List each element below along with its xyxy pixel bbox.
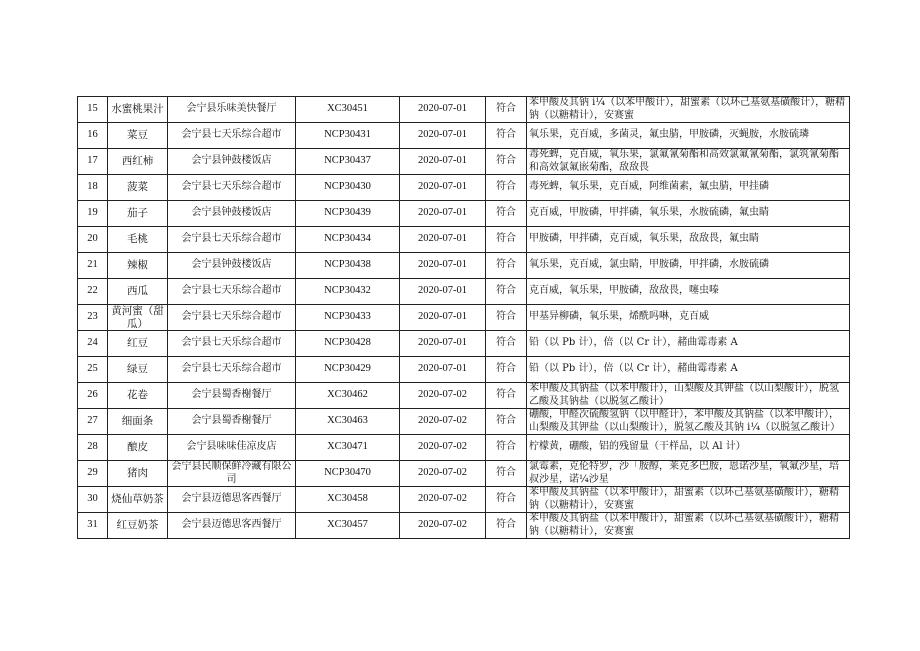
- test-items-cell: 甲基异柳磷，氧乐果，烯酰吗啉，克百威: [527, 305, 850, 331]
- table-row: [78, 383, 850, 409]
- table-row: [78, 357, 850, 383]
- sampling-date-cell: 2020-07-01: [400, 305, 486, 331]
- sampled-unit-cell: 会宁县乐味美快餐厅: [168, 97, 296, 123]
- row-number-cell: 18: [78, 175, 108, 201]
- sampling-date-cell: 2020-07-01: [400, 97, 486, 123]
- sampling-date-cell: 2020-07-02: [400, 435, 486, 461]
- result-cell: 符合: [486, 305, 527, 331]
- sampling-date-cell: 2020-07-01: [400, 357, 486, 383]
- food-name-cell: 猪肉: [108, 461, 168, 487]
- row-number-cell: 21: [78, 253, 108, 279]
- result-cell: 符合: [486, 487, 527, 513]
- result-cell: 符合: [486, 513, 527, 539]
- table-row: [78, 461, 850, 487]
- result-cell: 符合: [486, 227, 527, 253]
- table-row: [78, 409, 850, 435]
- sampled-unit-cell: 会宁县七天乐综合超市: [168, 175, 296, 201]
- sampling-date-cell: 2020-07-01: [400, 201, 486, 227]
- sampled-unit-cell: 会宁县迈德思客西餐厅: [168, 487, 296, 513]
- food-name-cell: 辣椒: [108, 253, 168, 279]
- sample-code-cell: NCP30431: [296, 123, 400, 149]
- sampled-unit-cell: 会宁县民顺保鲜冷藏有限公司: [168, 461, 296, 487]
- food-name-cell: 茄子: [108, 201, 168, 227]
- test-items-cell: 毒死蜱，氧乐果，克百威，阿维菌素，氟虫腈，甲挂磷: [527, 175, 850, 201]
- row-number-cell: 16: [78, 123, 108, 149]
- test-items-cell: 苯甲酸及其钠盐（以苯甲酸计），甜蜜素（以环己基氨基磺酸计），糖精钠（以糖精计），安赛蜜: [527, 487, 850, 513]
- food-name-cell: 毛桃: [108, 227, 168, 253]
- test-items-cell: 甲胺磷，甲拌磷，克百威，氧乐果，敌敌畏，氟虫睛: [527, 227, 850, 253]
- sampling-date-cell: 2020-07-01: [400, 123, 486, 149]
- sample-code-cell: XC30458: [296, 487, 400, 513]
- sampled-unit-cell: 会宁县钟鼓楼饭店: [168, 253, 296, 279]
- table-row: [78, 279, 850, 305]
- row-number-cell: 19: [78, 201, 108, 227]
- sampled-unit-cell: 会宁县蜀香榭餐厅: [168, 409, 296, 435]
- sample-code-cell: XC30457: [296, 513, 400, 539]
- test-items-cell: 克百威，氧乐果，甲胺磷，敌敌畏，噻虫嗪: [527, 279, 850, 305]
- row-number-cell: 30: [78, 487, 108, 513]
- sampling-date-cell: 2020-07-01: [400, 149, 486, 175]
- test-items-cell: 柠檬黄，硼酸，铝的残留量（干样品，以 Al 计）: [527, 435, 850, 461]
- sample-code-cell: NCP30428: [296, 331, 400, 357]
- table-row: [78, 123, 850, 149]
- table-row: [78, 253, 850, 279]
- result-cell: 符合: [486, 357, 527, 383]
- sampling-date-cell: 2020-07-02: [400, 487, 486, 513]
- test-items-cell: 毒死蜱，克百威，氧乐果，氯氟氰菊酯和高效氯氟氰菊酯，氯筑氰菊酯和高效氯氟嵌菊酯，敌敌畏: [527, 149, 850, 175]
- row-number-cell: 23: [78, 305, 108, 331]
- sample-code-cell: NCP30433: [296, 305, 400, 331]
- row-number-cell: 27: [78, 409, 108, 435]
- sample-code-cell: NCP30434: [296, 227, 400, 253]
- table-row: [78, 331, 850, 357]
- table-row: [78, 201, 850, 227]
- food-name-cell: 红豆奶茶: [108, 513, 168, 539]
- result-cell: 符合: [486, 409, 527, 435]
- row-number-cell: 17: [78, 149, 108, 175]
- test-items-cell: 铅（以 Pb 计），倍（以 Cr 计），赭曲霉毒素 A: [527, 357, 850, 383]
- row-number-cell: 15: [78, 97, 108, 123]
- sampling-date-cell: 2020-07-01: [400, 253, 486, 279]
- table-row: [78, 227, 850, 253]
- sample-code-cell: NCP30430: [296, 175, 400, 201]
- table-row: [78, 487, 850, 513]
- result-cell: 符合: [486, 279, 527, 305]
- row-number-cell: 29: [78, 461, 108, 487]
- row-number-cell: 26: [78, 383, 108, 409]
- result-cell: 符合: [486, 383, 527, 409]
- food-name-cell: 黄河蜜（甜瓜）: [108, 305, 168, 331]
- food-name-cell: 烧仙草奶茶: [108, 487, 168, 513]
- sampled-unit-cell: 会宁县味味佳凉皮店: [168, 435, 296, 461]
- sampled-unit-cell: 会宁县七天乐综合超市: [168, 279, 296, 305]
- test-items-cell: 苯甲酸及其钠 i¼（以苯甲酸计），甜蜜素（以环己基氨基磺酸计），糖精钠（以糖精计），安赛蜜: [527, 97, 850, 123]
- sampling-date-cell: 2020-07-01: [400, 331, 486, 357]
- test-items-cell: 氯霉素，克伦特罗，沙「胺醇，莱克多巴胺，恩诺沙星，氧氟沙星，培叔沙星，诺¼沙星: [527, 461, 850, 487]
- sampled-unit-cell: 会宁县七天乐综合超市: [168, 305, 296, 331]
- food-name-cell: 水蜜桃果汁: [108, 97, 168, 123]
- row-number-cell: 28: [78, 435, 108, 461]
- row-number-cell: 20: [78, 227, 108, 253]
- row-number-cell: 25: [78, 357, 108, 383]
- row-number-cell: 22: [78, 279, 108, 305]
- table-row: [78, 513, 850, 539]
- result-cell: 符合: [486, 331, 527, 357]
- result-cell: 符合: [486, 97, 527, 123]
- sampling-date-cell: 2020-07-02: [400, 513, 486, 539]
- table-row: [78, 435, 850, 461]
- food-name-cell: 绿豆: [108, 357, 168, 383]
- sample-code-cell: NCP30429: [296, 357, 400, 383]
- sampling-date-cell: 2020-07-02: [400, 461, 486, 487]
- sample-code-cell: NCP30470: [296, 461, 400, 487]
- row-number-cell: 31: [78, 513, 108, 539]
- sample-code-cell: XC30471: [296, 435, 400, 461]
- inspection-results-table: [77, 96, 850, 539]
- sample-code-cell: XC30462: [296, 383, 400, 409]
- table-row: [78, 305, 850, 331]
- sample-code-cell: NCP30432: [296, 279, 400, 305]
- food-name-cell: 西瓜: [108, 279, 168, 305]
- sampled-unit-cell: 会宁县钟鼓楼饭店: [168, 149, 296, 175]
- food-name-cell: 花卷: [108, 383, 168, 409]
- test-items-cell: 硼酸，甲醛次硫酸氢钠（以甲醛计），苯甲酸及其钠盐（以苯甲酸计），山梨酸及其钾盐（以山梨酸计），脱氢乙酸及其钠 i¼（以脱氢乙酸计）: [527, 409, 850, 435]
- sampling-date-cell: 2020-07-01: [400, 227, 486, 253]
- sampled-unit-cell: 会宁县七天乐综合超市: [168, 357, 296, 383]
- table-row: [78, 175, 850, 201]
- sample-code-cell: NCP30439: [296, 201, 400, 227]
- result-cell: 符合: [486, 435, 527, 461]
- test-items-cell: 铅（以 Pb 计），倍（以 Cr 计），赭曲霉毒素 A: [527, 331, 850, 357]
- sampled-unit-cell: 会宁县七天乐综合超市: [168, 227, 296, 253]
- sample-code-cell: NCP30438: [296, 253, 400, 279]
- result-cell: 符合: [486, 461, 527, 487]
- table-row: [78, 149, 850, 175]
- sample-code-cell: XC30463: [296, 409, 400, 435]
- table-body: [78, 97, 850, 539]
- sampled-unit-cell: 会宁县迈德思客西餐厅: [168, 513, 296, 539]
- food-name-cell: 菠菜: [108, 175, 168, 201]
- sampled-unit-cell: 会宁县蜀香榭餐厅: [168, 383, 296, 409]
- test-items-cell: 苯甲酸及其钠盐（以苯甲酸计），甜蜜素（以环己基氨基磺酸计），糖精钠（以糖精计），安赛蜜: [527, 513, 850, 539]
- food-name-cell: 酿皮: [108, 435, 168, 461]
- sample-code-cell: NCP30437: [296, 149, 400, 175]
- sampling-date-cell: 2020-07-02: [400, 409, 486, 435]
- result-cell: 符合: [486, 149, 527, 175]
- row-number-cell: 24: [78, 331, 108, 357]
- test-items-cell: 克百威，甲胺磷，甲拌磷，氧乐果，水胺硫磷，氟虫睛: [527, 201, 850, 227]
- food-name-cell: 西红柿: [108, 149, 168, 175]
- test-items-cell: 氧乐果，克百威，氯虫睛，甲胺磷，甲拌磷，水胺硫磷: [527, 253, 850, 279]
- test-items-cell: 苯甲酸及其钠盐（以苯甲酸计），山梨酸及其钾盐（以山梨酸计），脱氢乙酸及其钠盐（以脱氢乙酸计）: [527, 383, 850, 409]
- test-items-cell: 氧乐果，克百威，多菌灵，氟虫腈，甲胺磷，灭蝇胺，水胺硫璘: [527, 123, 850, 149]
- sampling-date-cell: 2020-07-01: [400, 279, 486, 305]
- result-cell: 符合: [486, 253, 527, 279]
- food-name-cell: 细面条: [108, 409, 168, 435]
- food-name-cell: 红豆: [108, 331, 168, 357]
- result-cell: 符合: [486, 123, 527, 149]
- sampling-date-cell: 2020-07-02: [400, 383, 486, 409]
- food-name-cell: 菜豆: [108, 123, 168, 149]
- sampled-unit-cell: 会宁县七天乐综合超市: [168, 331, 296, 357]
- sample-code-cell: XC30451: [296, 97, 400, 123]
- result-cell: 符合: [486, 201, 527, 227]
- result-cell: 符合: [486, 175, 527, 201]
- table-row: [78, 97, 850, 123]
- sampled-unit-cell: 会宁县七天乐综合超市: [168, 123, 296, 149]
- sampled-unit-cell: 会宁县钟鼓楼饭店: [168, 201, 296, 227]
- sampling-date-cell: 2020-07-01: [400, 175, 486, 201]
